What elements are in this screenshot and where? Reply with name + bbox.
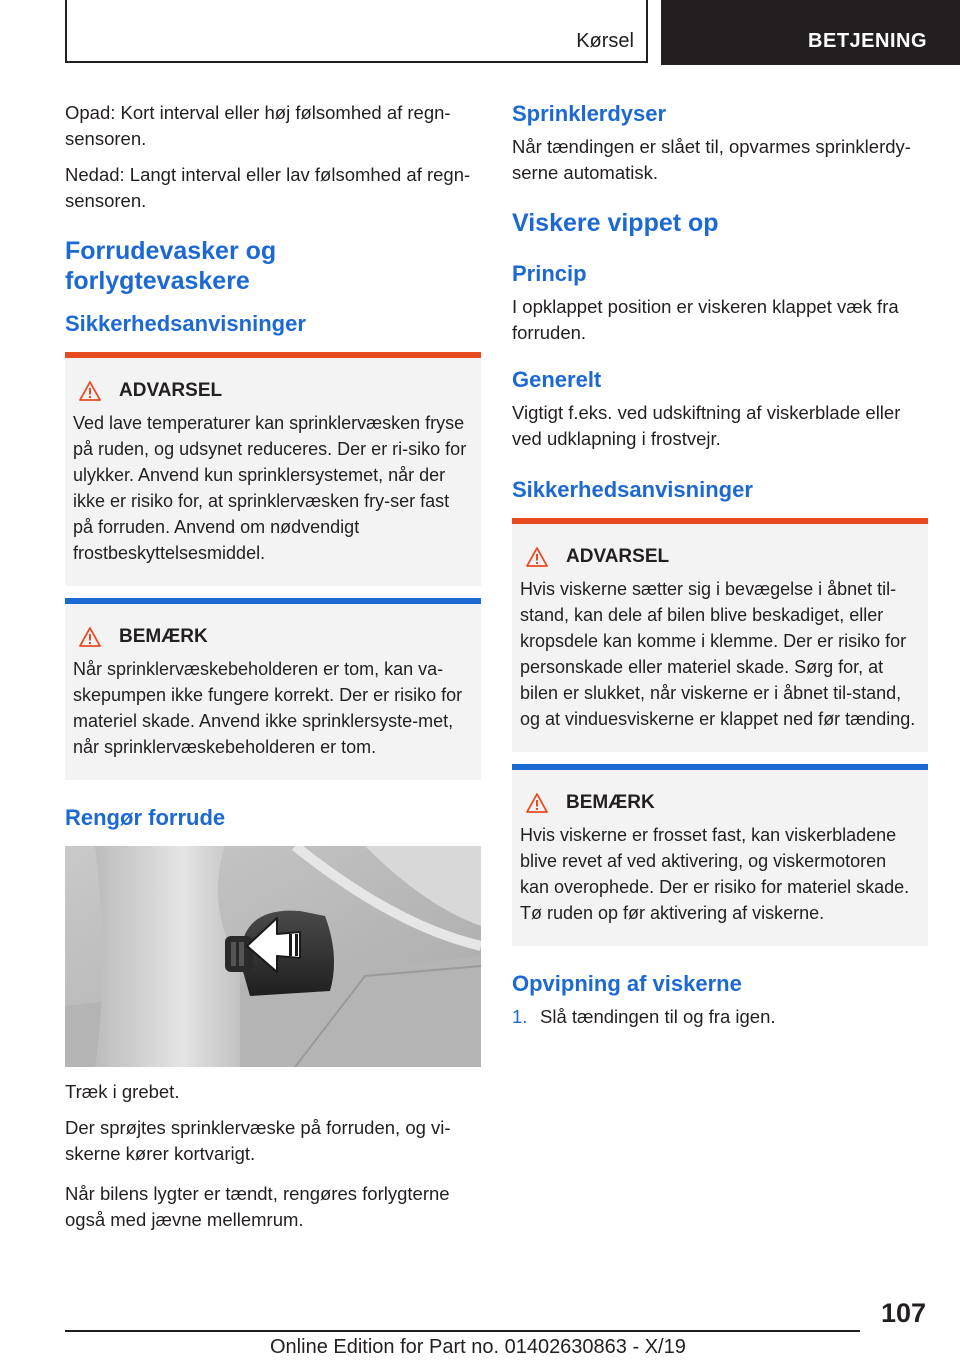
paragraph-jets: Når tændingen er slået til, opvarmes sprinklerdy‐serne automatisk. [512, 136, 911, 183]
page-number: 107 [880, 1298, 926, 1328]
heading-unfold-wipers: Opvipning af viskerne [512, 971, 742, 996]
warning-body: Ved lave temperaturer kan sprinklervæsken fryse på ruden, og udsynet reduceres. Der er ri‐siko for ulykker. Anvend kun sprinklersystemet, når der ikke er risiko for, at sprinklervæsken fry‐ser fast på forruden. Anvend om nødvendigt frostbeskyttelsesmiddel. [73, 413, 467, 563]
wiper-lever-illustration [65, 846, 481, 1067]
warning-triangle-icon [79, 381, 101, 401]
warning-title-label: ADVARSEL [119, 380, 223, 401]
heading-safety: Sikkerhedsanvisninger [65, 311, 306, 336]
header-chapter-tab [661, 0, 960, 65]
note-box [65, 598, 481, 780]
warning-body: Hvis viskerne sætter sig i bevægelse i åbnet til‐stand, kan dele af bilen blive beskadiget, eller kropsdele kan komme i klemme. Der er risiko for personskade eller materiel skade. Sørg for, at bilen er slukket, når viskerne er i åbnet til‐stand, og at vinduesviskerne er klappet ned før tænding. [520, 579, 916, 729]
note-box [512, 764, 928, 946]
heading-washer-jets: Sprinklerdyser [512, 101, 667, 126]
list-item [512, 1004, 928, 1030]
warning-triangle-icon [79, 627, 101, 647]
heading-washer: Forrudevasker og forlygtevaskere [65, 237, 277, 295]
heading-safety: Sikkerhedsanvisninger [512, 477, 753, 502]
heading-wipers-tilted: Viskere vippet op [512, 209, 719, 237]
left-column [65, 100, 481, 1233]
warning-title [520, 544, 920, 570]
warning-box [65, 352, 481, 586]
warning-triangle-icon [526, 793, 548, 813]
heading-principle: Princip [512, 261, 587, 286]
note-title [73, 624, 473, 650]
paragraph-principle: I opklappet position er viskeren klappet væk fra forruden. [512, 296, 899, 343]
paragraph-down: Nedad: Langt interval eller lav følsomhed af regn‐sensoren. [65, 164, 471, 211]
warning-triangle-icon [526, 547, 548, 567]
note-title [520, 790, 920, 816]
warning-title [73, 378, 473, 404]
footer-edition: Online Edition for Part no. 01402630863 - X/19 [270, 1336, 686, 1358]
note-title-label: BEMÆRK [119, 626, 208, 647]
paragraph-headlights: Når bilens lygter er tændt, rengøres forlygterne også med jævne mellemrum. [65, 1183, 450, 1230]
note-body: Hvis viskerne er frosset fast, kan viskerbladene blive revet af ved aktivering, og viskermotoren kan overophede. Der er risiko for materiel skade. Tø ruden op før aktivering af viskerne. [520, 825, 910, 923]
header-section-title: Kørsel [576, 30, 634, 52]
warning-title-label: ADVARSEL [566, 546, 670, 567]
note-body: Når sprinklervæskebeholderen er tom, kan va‐skepumpen ikke fungere korrekt. Der er risiko for materiel skade. Anvend ikke sprinklersyste‐met, når sprinklervæskebeholderen er tom. [73, 659, 463, 757]
warning-box [512, 518, 928, 752]
header-box [65, 0, 648, 63]
right-column [512, 100, 928, 1030]
paragraph-general: Vigtigt f.eks. ved udskiftning af viskerblade eller ved udklapning i frostvejr. [512, 402, 901, 449]
paragraph-up: Opad: Kort interval eller høj følsomhed af regn‐sensoren. [65, 102, 451, 149]
list-item-text: Slå tændingen til og fra igen. [540, 1006, 776, 1027]
paragraph-spray: Der sprøjtes sprinklervæske på forruden, og vi‐skerne kører kortvarigt. [65, 1117, 451, 1164]
heading-general: Generelt [512, 367, 602, 392]
heading-clean-windscreen: Rengør forrude [65, 805, 226, 830]
note-title-label: BEMÆRK [566, 792, 655, 813]
list-item-number: 1. [512, 1006, 528, 1027]
paragraph-pull: Træk i grebet. [65, 1081, 180, 1102]
header-chapter-label: BETJENING [808, 30, 927, 52]
footer-divider [65, 1330, 860, 1332]
